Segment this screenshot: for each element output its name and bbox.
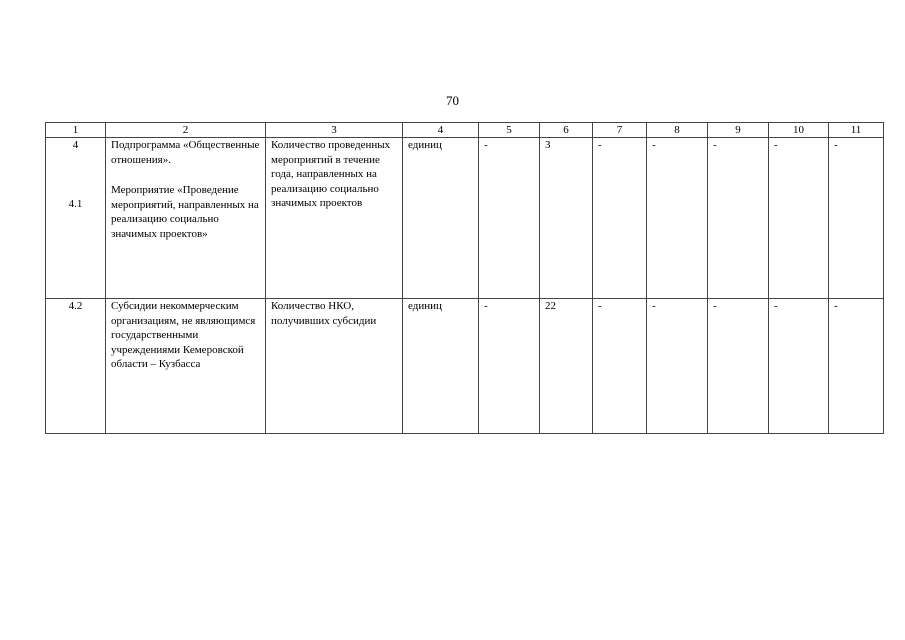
value-cell-10: - [769, 299, 829, 434]
table-row [46, 299, 884, 434]
value-cell-9: - [708, 138, 769, 299]
name-cell: Субсидии некоммерческим организациям, не являющимся государственными учреждениями Кемеровской области – Кузбасса [106, 299, 266, 434]
unit-cell: единиц [403, 138, 479, 299]
header-cell-7: 7 [593, 123, 647, 138]
indicator-cell: Количество НКО, получивших субсидии [266, 299, 403, 434]
row-number-sub: 4.1 [68, 197, 83, 210]
value-cell-6: 3 [540, 138, 593, 299]
unit-cell: единиц [403, 299, 479, 434]
value-cell-11: - [829, 299, 884, 434]
value-cell-11: - [829, 138, 884, 299]
value-cell-8: - [647, 138, 708, 299]
header-cell-1: 1 [46, 123, 106, 138]
header-cell-3: 3 [266, 123, 403, 138]
activity-name: Мероприятие «Проведение мероприятий, направленных на реализацию социально значимых проектов» [111, 184, 259, 240]
header-cell-5: 5 [479, 123, 540, 138]
value-cell-7: - [593, 138, 647, 299]
header-cell-10: 10 [769, 123, 829, 138]
subprogram-name: Подпрограмма «Общественные отношения». [111, 139, 260, 166]
value-cell-5: - [479, 138, 540, 299]
row-number: 4 [72, 139, 79, 151]
row-number: 4.2 [68, 300, 83, 312]
value-cell-7: - [593, 299, 647, 434]
value-cell-6: 22 [540, 299, 593, 434]
value-cell-9: - [708, 299, 769, 434]
indicator-cell: Количество проведенных мероприятий в течение года, направленных на реализацию социально значимых проектов [266, 138, 403, 299]
row-number-cell [46, 299, 106, 434]
value-cell-5: - [479, 299, 540, 434]
header-cell-6: 6 [540, 123, 593, 138]
name-cell [106, 138, 266, 299]
indicators-table [45, 122, 884, 434]
row-number-cell [46, 138, 106, 299]
value-cell-10: - [769, 138, 829, 299]
header-cell-2: 2 [106, 123, 266, 138]
value-cell-8: - [647, 299, 708, 434]
header-cell-11: 11 [829, 123, 884, 138]
header-cell-8: 8 [647, 123, 708, 138]
header-cell-4: 4 [403, 123, 479, 138]
header-row [46, 123, 884, 138]
header-cell-9: 9 [708, 123, 769, 138]
table-row [46, 138, 884, 299]
page-number: 70 [446, 93, 459, 108]
